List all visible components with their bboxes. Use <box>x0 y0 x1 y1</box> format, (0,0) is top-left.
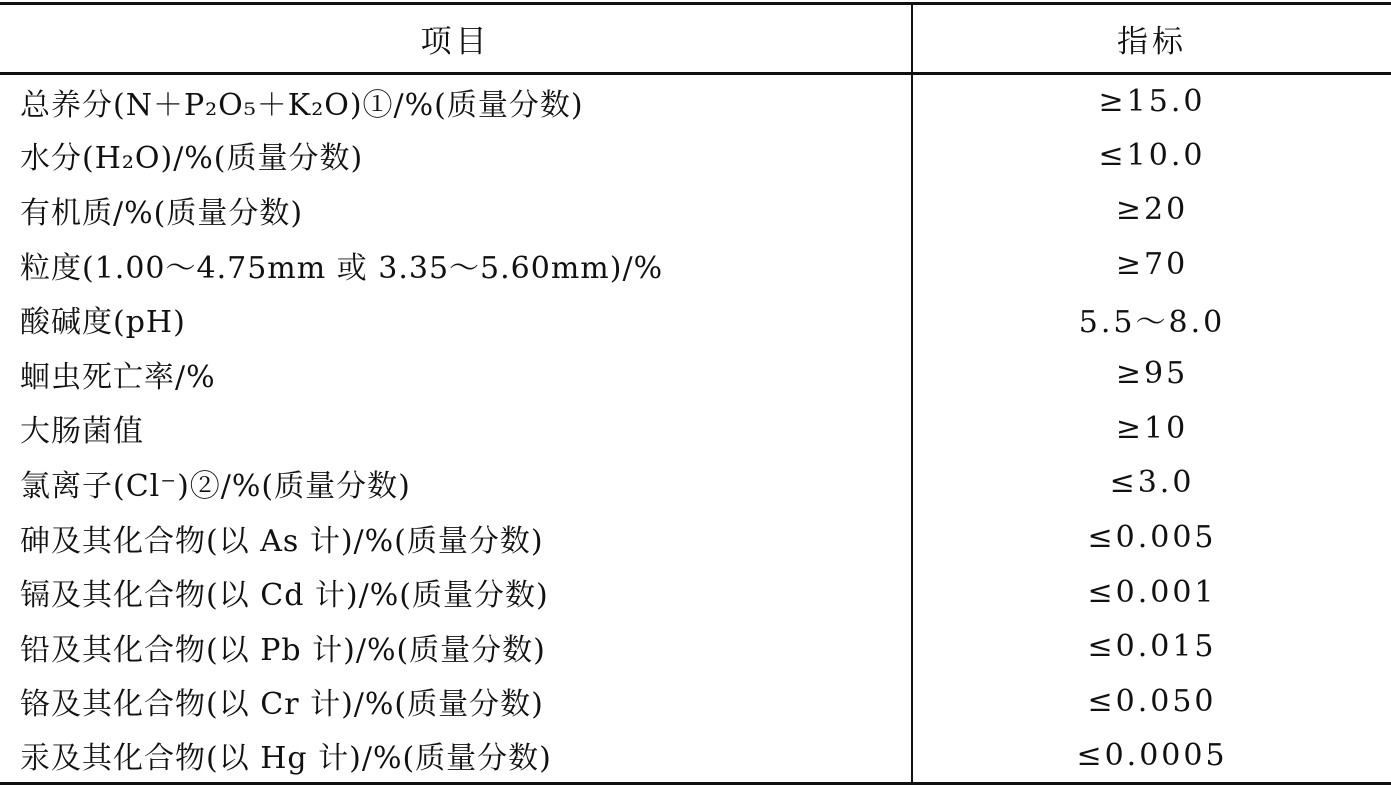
row-value: 5.5～8.0 <box>1078 305 1226 341</box>
row-item: 大肠菌值 <box>0 401 912 456</box>
table-row <box>0 292 1391 347</box>
row-item: 镉及其化合物(以 Cd 计)/%(质量分数) <box>0 565 912 620</box>
row-value: ≥15.0 <box>1098 84 1206 120</box>
table-row <box>0 510 1391 565</box>
table-row <box>0 346 1391 401</box>
row-item: 氯离子(Cl⁻)②/%(质量分数) <box>0 456 912 511</box>
table-row <box>0 183 1391 238</box>
table-row <box>0 565 1391 620</box>
row-item: 粒度(1.00～4.75mm 或 3.35～5.60mm)/% <box>0 237 912 292</box>
header-item: 项目 <box>0 4 912 74</box>
row-value: ≤0.001 <box>1087 574 1217 610</box>
table-row <box>0 456 1391 511</box>
row-item: 砷及其化合物(以 As 计)/%(质量分数) <box>0 510 912 565</box>
row-value: ≥70 <box>1115 247 1189 283</box>
row-item: 水分(H₂O)/%(质量分数) <box>0 128 912 183</box>
row-item: 铬及其化合物(以 Cr 计)/%(质量分数) <box>0 674 912 729</box>
table-row <box>0 237 1391 292</box>
header-row <box>0 4 1391 74</box>
spec-table-container <box>0 2 1391 785</box>
table-row <box>0 74 1391 129</box>
row-value: ≤3.0 <box>1109 465 1195 501</box>
row-value: ≤10.0 <box>1098 137 1206 173</box>
row-value: ≥20 <box>1115 192 1189 228</box>
table-row <box>0 729 1391 784</box>
row-item: 有机质/%(质量分数) <box>0 183 912 238</box>
row-value: ≥10 <box>1115 410 1189 446</box>
header-indicator: 指标 <box>912 4 1391 74</box>
row-value: ≤0.015 <box>1087 629 1217 665</box>
row-value: ≥95 <box>1115 356 1189 392</box>
row-item: 铅及其化合物(以 Pb 计)/%(质量分数) <box>0 619 912 674</box>
row-value: ≤0.0005 <box>912 729 1391 784</box>
table-row <box>0 128 1391 183</box>
row-item: 蛔虫死亡率/% <box>0 346 912 401</box>
row-item: 总养分(N＋P₂O₅＋K₂O)①/%(质量分数) <box>0 74 912 129</box>
table-row <box>0 674 1391 729</box>
spec-table <box>0 2 1391 785</box>
row-item: 酸碱度(pH) <box>0 292 912 347</box>
table-body <box>0 74 1391 784</box>
row-item: 汞及其化合物(以 Hg 计)/%(质量分数) <box>0 729 912 784</box>
row-value: ≤0.050 <box>1087 683 1217 719</box>
row-value: ≤0.005 <box>1087 520 1217 556</box>
table-row <box>0 619 1391 674</box>
table-row <box>0 401 1391 456</box>
table-header <box>0 4 1391 74</box>
